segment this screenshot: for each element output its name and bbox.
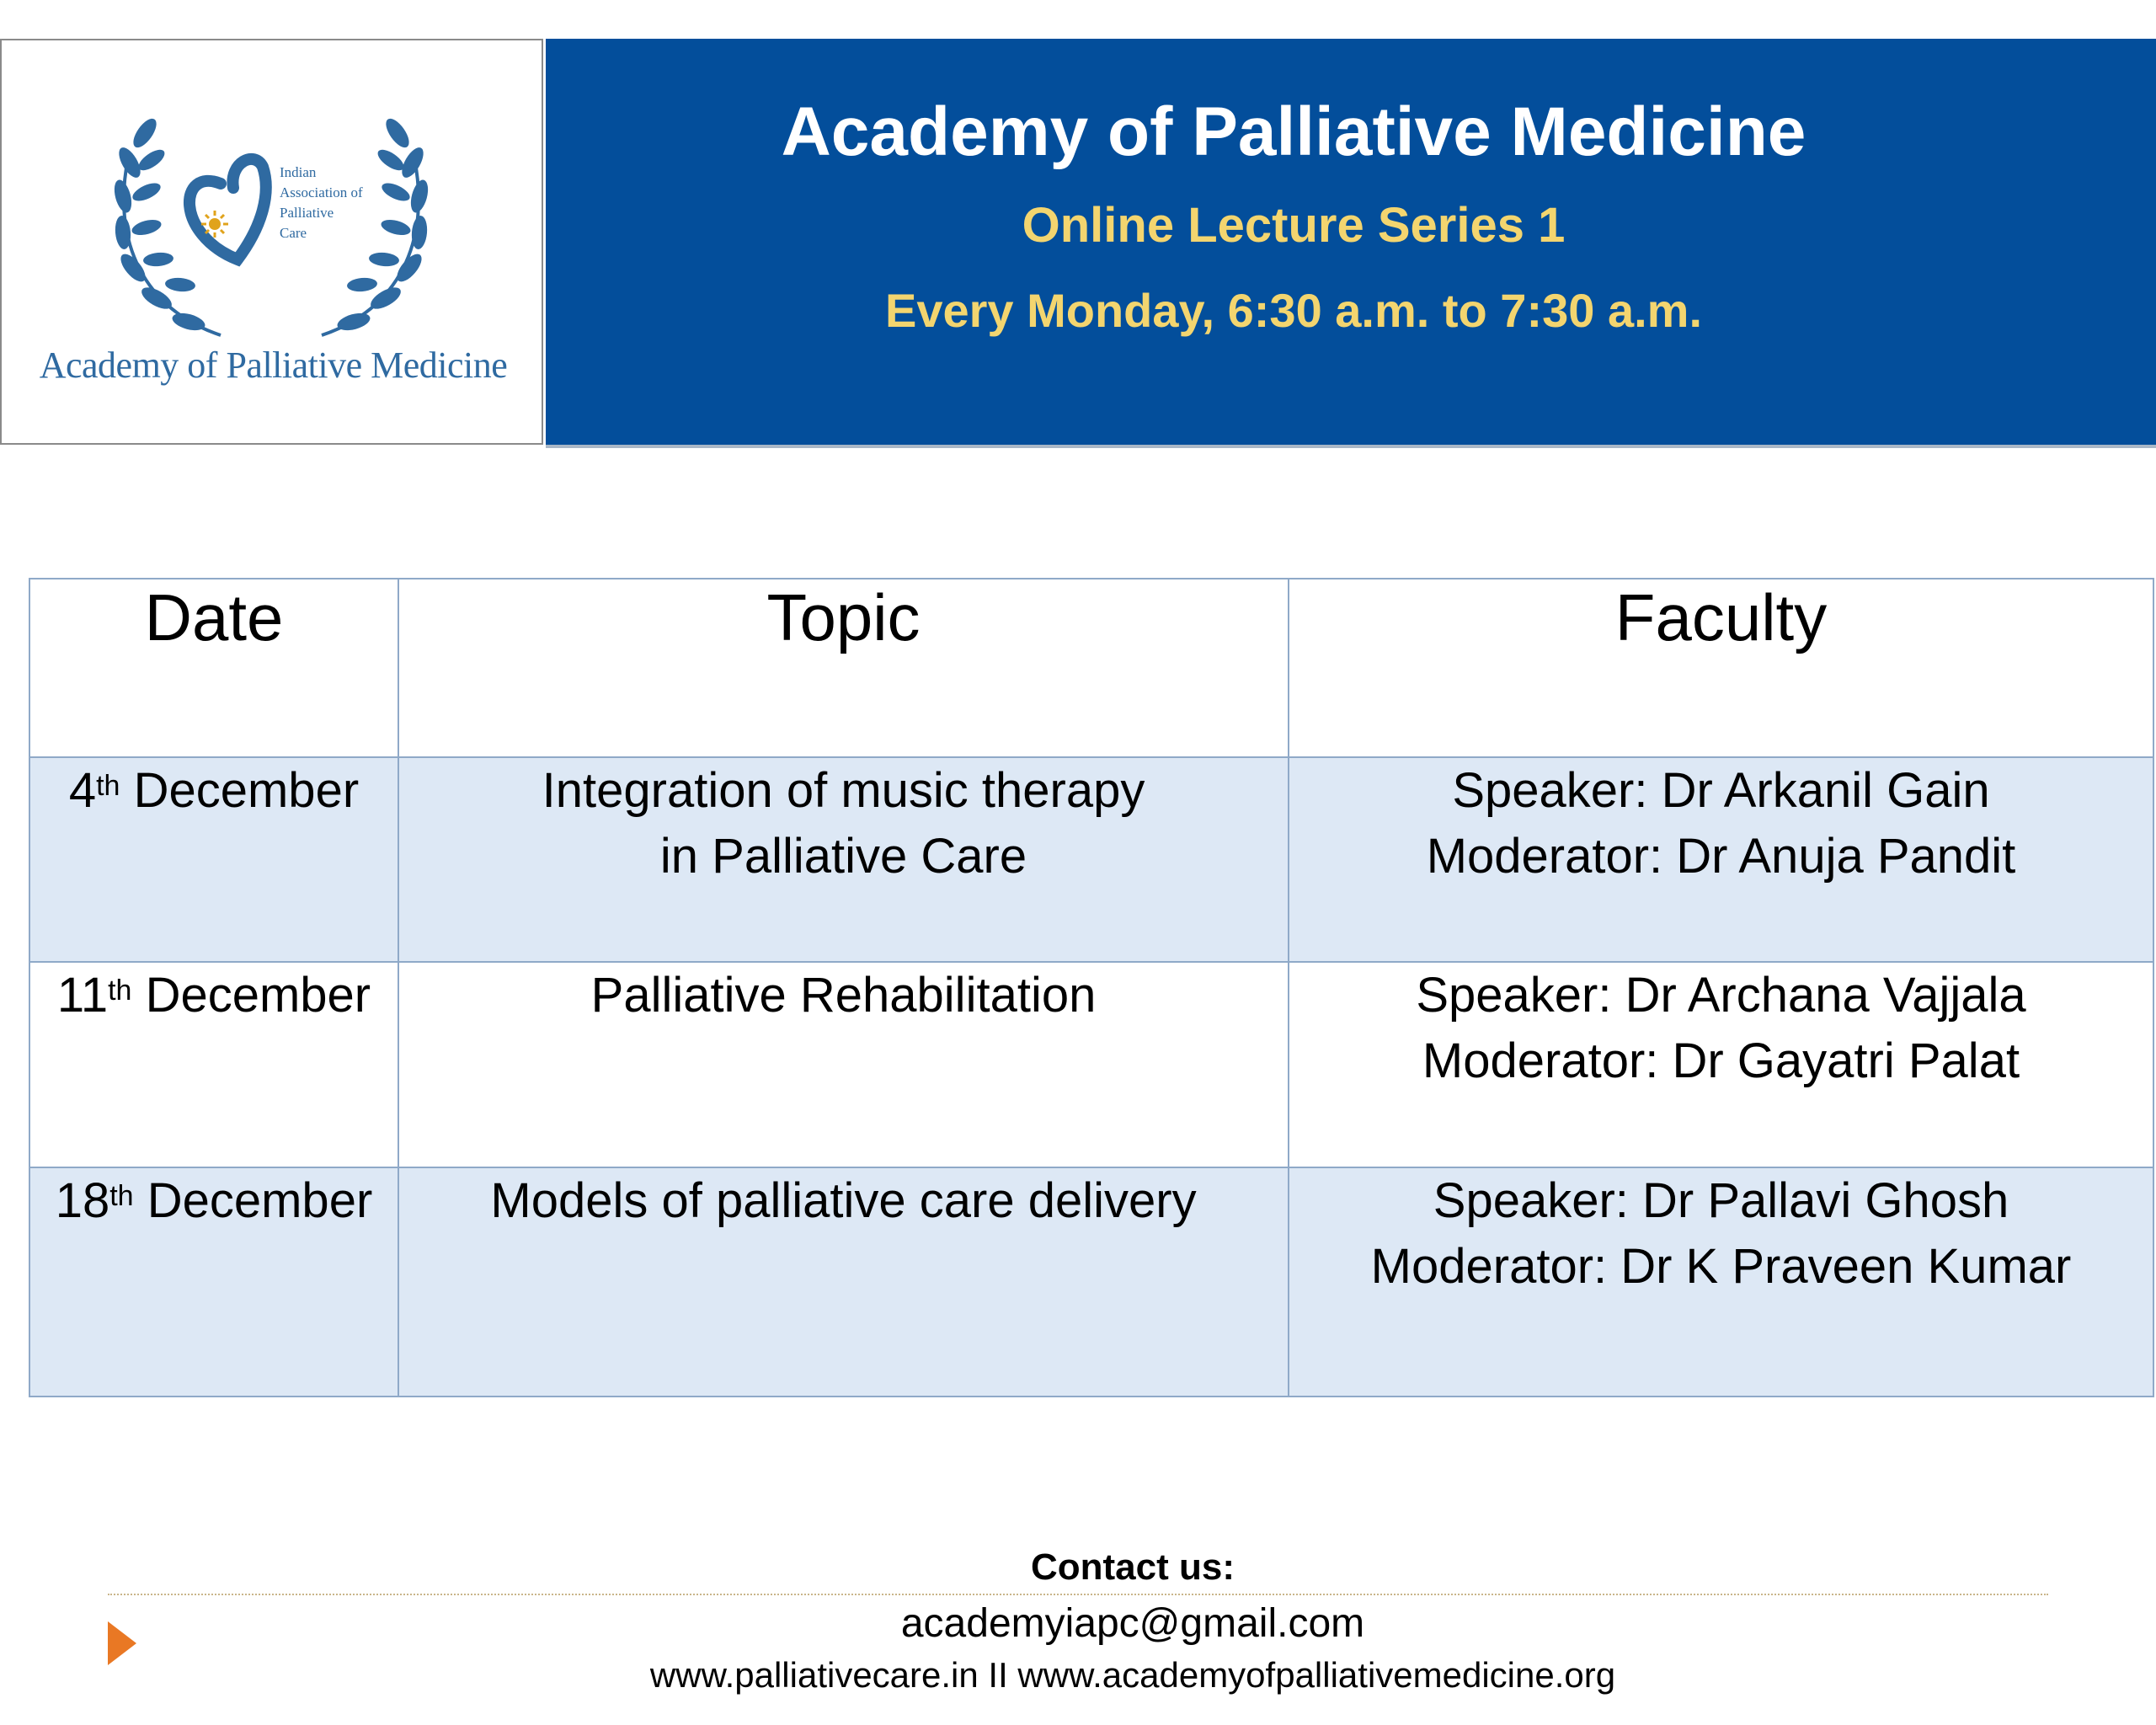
banner-schedule: Every Monday, 6:30 a.m. to 7:30 a.m. — [884, 284, 1703, 337]
speaker-text: Speaker: Dr Pallavi Ghosh — [1433, 1173, 2009, 1228]
faculty-cell — [1289, 962, 2153, 1167]
logo-caption: Academy of Palliative Medicine — [39, 344, 508, 386]
logo-line-2: Association of — [280, 184, 363, 200]
date-month: December — [147, 1173, 373, 1228]
date-cell — [29, 1167, 398, 1397]
table-header-row — [29, 579, 2153, 757]
header-topic: Topic — [398, 579, 1289, 757]
date-day: 4 — [68, 763, 97, 818]
logo-panel — [0, 39, 543, 445]
faculty-cell — [1289, 757, 2153, 962]
logo-line-1: Indian — [280, 164, 317, 180]
table-row — [29, 962, 2153, 1167]
date-cell — [29, 962, 398, 1167]
topic-line: in Palliative Care — [659, 829, 1027, 884]
moderator-text: Moderator: Dr K Praveen Kumar — [1370, 1239, 2072, 1294]
date-month: December — [145, 968, 371, 1023]
contact-title: Contact us: — [1031, 1546, 1235, 1588]
banner-subtitle: Online Lecture Series 1 — [1022, 198, 1566, 253]
iapc-logo-icon — [94, 83, 448, 360]
header — [0, 39, 2156, 446]
lecture-schedule-table — [29, 578, 2154, 1397]
banner-divider — [546, 445, 2156, 448]
date-cell — [29, 757, 398, 962]
date-day: 11 — [56, 968, 109, 1023]
topic-line: Palliative Rehabilitation — [590, 968, 1097, 1023]
date-day: 18 — [55, 1173, 110, 1228]
date-suffix: th — [109, 1180, 134, 1212]
speaker-text: Speaker: Dr Archana Vajjala — [1416, 968, 2026, 1023]
contact-websites[interactable]: www.palliativecare.in II www.academyofpalliativemedicine.org — [649, 1655, 1616, 1695]
logo-line-4: Care — [280, 225, 307, 241]
banner-title: Academy of Palliative Medicine — [781, 93, 1806, 170]
date-suffix: th — [96, 770, 120, 802]
topic-cell — [398, 757, 1289, 962]
faculty-cell — [1289, 1167, 2153, 1397]
date-suffix: th — [108, 975, 132, 1007]
moderator-text: Moderator: Dr Gayatri Palat — [1422, 1033, 2020, 1088]
contact-email[interactable]: academyiapc@gmail.com — [900, 1601, 1365, 1646]
header-faculty: Faculty — [1289, 579, 2153, 757]
topic-cell — [398, 962, 1289, 1167]
contact-divider — [108, 1594, 2048, 1595]
topic-line: Models of palliative care delivery — [490, 1173, 1197, 1228]
moderator-text: Moderator: Dr Anuja Pandit — [1426, 829, 2016, 884]
table-row — [29, 757, 2153, 962]
topic-cell — [398, 1167, 1289, 1397]
date-month: December — [133, 763, 360, 818]
logo-line-3: Palliative — [280, 205, 334, 221]
speaker-text: Speaker: Dr Arkanil Gain — [1452, 763, 1990, 818]
title-banner — [546, 39, 2156, 445]
table-row — [29, 1167, 2153, 1397]
header-date: Date — [29, 579, 398, 757]
topic-line: Integration of music therapy — [542, 763, 1145, 818]
